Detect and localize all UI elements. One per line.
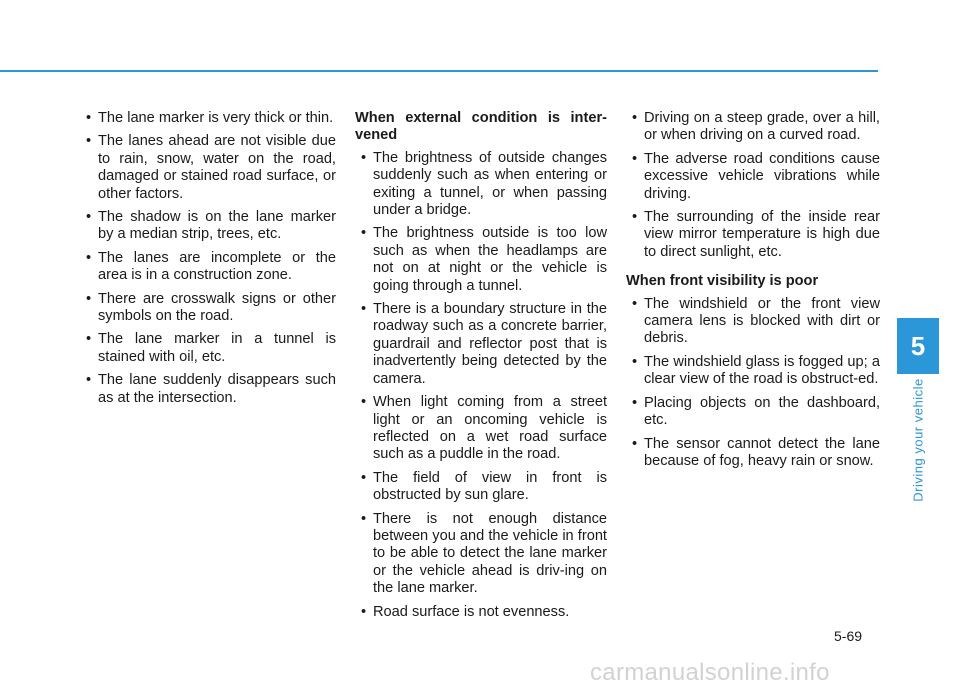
list-item: • The windshield glass is fogged up; a clear view of the road is obstruct-ed.	[626, 354, 880, 389]
section-heading-external-condition: When external condition is inter-vened	[355, 110, 607, 144]
list-item: • The shadow is on the lane marker by a median strip, trees, etc.	[80, 209, 336, 244]
list-item: • The lane marker is very thick or thin.	[80, 110, 336, 127]
list-item: • The adverse road conditions cause excessive vehicle vibrations while driving.	[626, 151, 880, 203]
external-condition-list	[355, 150, 607, 621]
list-item: • Road surface is not evenness.	[355, 604, 607, 621]
list-item: • The lane marker in a tunnel is stained with oil, etc.	[80, 331, 336, 366]
header-rule	[0, 70, 878, 72]
column-3	[626, 110, 880, 476]
list-item: • The windshield or the front view camera lens is blocked with dirt or debris.	[626, 296, 880, 348]
chapter-title: Driving your vehicle	[910, 378, 926, 502]
list-item: • The sensor cannot detect the lane because of fog, heavy rain or snow.	[626, 436, 880, 471]
list-item: • The surrounding of the inside rear view mirror temperature is high due to direct sunlight, etc.	[626, 209, 880, 261]
list-item: • There are crosswalk signs or other symbols on the road.	[80, 291, 336, 326]
watermark: carmanualsonline.info	[590, 659, 830, 686]
list-item: • Driving on a steep grade, over a hill, or when driving on a curved road.	[626, 110, 880, 145]
column-1	[80, 110, 336, 413]
list-item: • There is a boundary structure in the roadway such as a concrete barrier, guardrail and reflector post that is inadvertently being detected by the camera.	[355, 301, 607, 388]
condition-list	[80, 110, 336, 407]
list-item: • There is not enough distance between you and the vehicle in front to be able to detect the lane marker or the vehicle ahead is driv-ing on the lane marker.	[355, 511, 607, 598]
list-item: • When light coming from a street light or an oncoming vehicle is reflected on a wet road surface such as a puddle in the road.	[355, 394, 607, 464]
list-item: • The brightness outside is too low such as when the headlamps are not on at night or the vehicle is going through a tunnel.	[355, 225, 607, 295]
list-item: • The brightness of outside changes suddenly such as when entering or exiting a tunnel, or when passing under a bridge.	[355, 150, 607, 220]
chapter-tab: 5	[897, 318, 939, 374]
list-item: • The lanes ahead are not visible due to rain, snow, water on the road, damaged or stained road surface, or other factors.	[80, 133, 336, 203]
section-heading-front-visibility: When front visibility is poor	[626, 273, 819, 290]
driving-condition-list	[626, 110, 880, 261]
list-item: • The lanes are incomplete or the area is in a construction zone.	[80, 250, 336, 285]
column-2	[355, 110, 607, 627]
list-item: • The field of view in front is obstructed by sun glare.	[355, 470, 607, 505]
list-item: • Placing objects on the dashboard, etc.	[626, 395, 880, 430]
page-number: 5-69	[834, 628, 863, 644]
front-visibility-list	[626, 296, 880, 471]
list-item: • The lane suddenly disappears such as at the intersection.	[80, 372, 336, 407]
